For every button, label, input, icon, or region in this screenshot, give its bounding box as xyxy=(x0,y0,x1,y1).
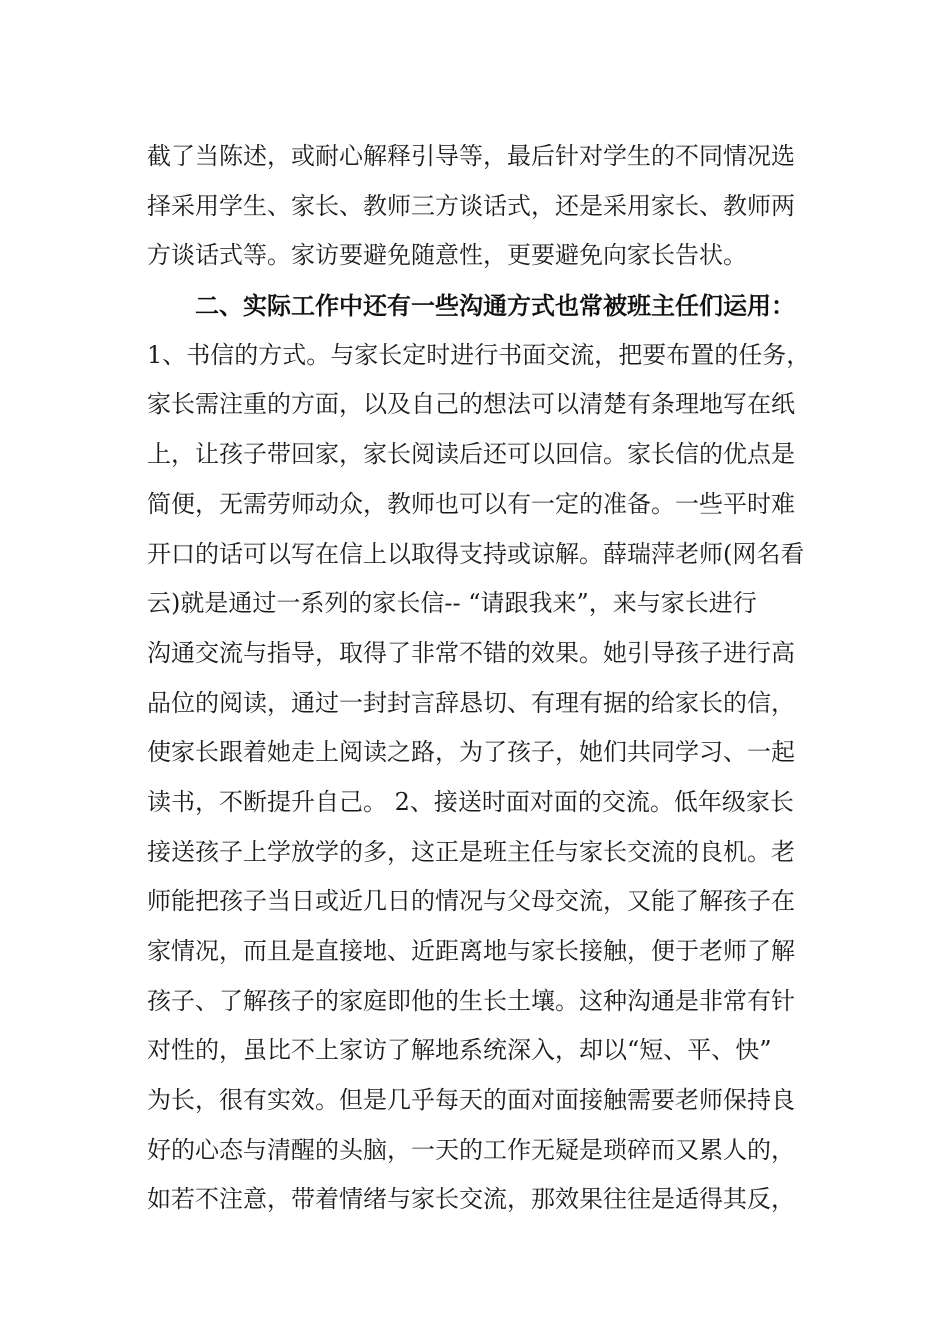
text-line: 截了当陈述，或耐心解释引导等，最后针对学生的不同情况选 xyxy=(147,142,795,170)
text-line: 接送孩子上学放学的多，这正是班主任与家长交流的良机。老 xyxy=(147,837,795,866)
text-line: 师能把孩子当日或近几日的情况与父母交流，又能了解孩子在 xyxy=(147,887,795,916)
text-line: 1、书信的方式。与家长定时进行书面交流，把要布置的任务， xyxy=(147,340,811,369)
text-line: 方谈话式等。家访要避免随意性，更要避免向家长告状。 xyxy=(147,241,747,270)
text-line: 为长，很有实效。但是几乎每天的面对面接触需要老师保持良 xyxy=(147,1086,795,1115)
text-line: 使家长跟着她走上阅读之路，为了孩子，她们共同学习、一起 xyxy=(147,738,795,767)
text-line: 上，让孩子带回家，家长阅读后还可以回信。家长信的优点是 xyxy=(147,440,795,469)
text-line: 品位的阅读，通过一封封言辞恳切、有理有据的给家长的信， xyxy=(147,688,795,717)
text-line: 对性的，虽比不上家访了解地系统深入，却以“短、平、快” xyxy=(147,1036,772,1065)
text-line: 孩子、了解孩子的家庭即他的生长土壤。这种沟通是非常有针 xyxy=(147,986,795,1015)
text-line: 家长需注重的方面，以及自己的想法可以清楚有条理地写在纸 xyxy=(147,390,795,419)
text-line: 择采用学生、家长、教师三方谈话式，还是采用家长、教师两 xyxy=(147,191,795,220)
text-line: 开口的话可以写在信上以取得支持或谅解。薛瑞萍老师(网名看 xyxy=(147,539,805,568)
text-line: 读书，不断提升自己。 2、接送时面对面的交流。低年级家长 xyxy=(147,787,794,816)
text-line: 如若不注意，带着情绪与家长交流，那效果往往是适得其反， xyxy=(147,1185,795,1214)
text-line: 好的心态与清醒的头脑，一天的工作无疑是琐碎而又累人的， xyxy=(147,1135,795,1164)
text-line: 云)就是通过一系列的家长信-- “请跟我来”，来与家长进行 xyxy=(147,589,757,618)
text-line: 简便，无需劳师动众，教师也可以有一定的准备。一些平时难 xyxy=(147,489,795,518)
section-heading: 二、实际工作中还有一些沟通方式也常被班主任们运用： xyxy=(195,291,795,321)
body-text xyxy=(147,132,811,1225)
text-line: 沟通交流与指导，取得了非常不错的效果。她引导孩子进行高 xyxy=(147,638,795,667)
text-line: 家情况，而且是直接地、近距离地与家长接触，便于老师了解 xyxy=(147,937,795,965)
